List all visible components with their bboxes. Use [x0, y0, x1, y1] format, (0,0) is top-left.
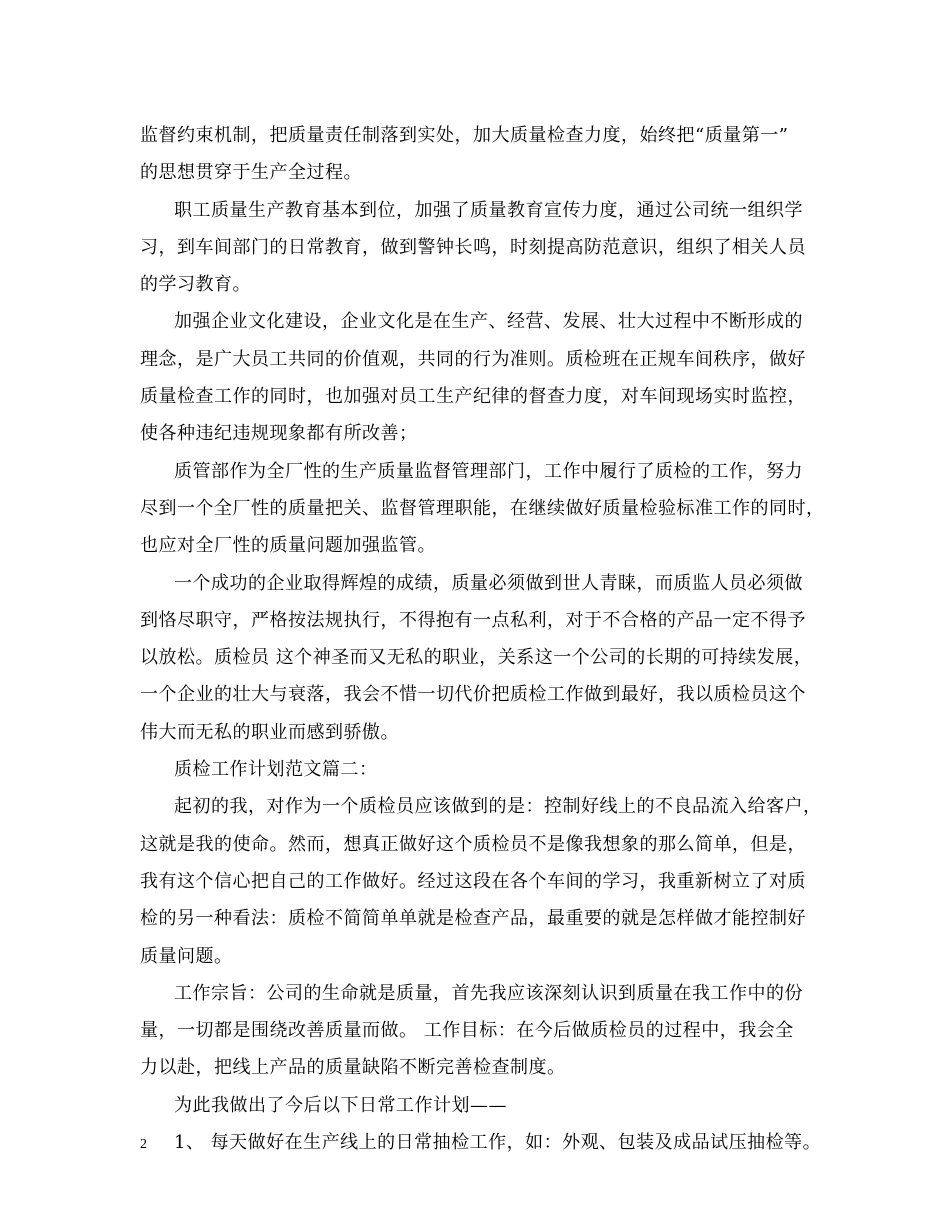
text-line: 也应对全厂性的质量问题加强监管。: [140, 535, 436, 557]
text-line: 质量问题。: [140, 945, 233, 967]
text-line: 加强企业文化建设，企业文化是在生产、经营、发展、壮大过程中不断形成的: [174, 311, 803, 333]
body-text: [140, 117, 825, 1161]
text-line: 一个成功的企业取得辉煌的成绩，质量必须做到世人青睐，而质监人员必须做: [174, 572, 803, 594]
text-line: 的思想贯穿于生产全过程。: [140, 162, 362, 184]
text-line: 的学习教育。: [140, 274, 251, 296]
text-line: 以放松。质检员 这个神圣而又无私的职业，关系这一个公司的长期的可持续发展，: [140, 647, 813, 669]
text-line: 检的另一种看法：质检不简简单单就是检查产品，最重要的就是怎样做才能控制好: [140, 908, 806, 930]
text-line: 质管部作为全厂性的生产质量监督管理部门，工作中履行了质检的工作，努力: [174, 460, 803, 482]
text-line: 监督约束机制，把质量责任制落到实处，加大质量检查力度，始终把“质量第一”: [140, 125, 789, 146]
text-line: 力以赴，把线上产品的质量缺陷不断完善检查制度。: [140, 1057, 566, 1079]
text-line: 质量检查工作的同时，也加强对员工生产纪律的督查力度，对车间现场实时监控，: [140, 386, 806, 408]
text-line: 习，到车间部门的日常教育，做到警钟长鸣，时刻提高防范意识，组织了相关人员: [140, 236, 806, 258]
text-line: 我有这个信心把自己的工作做好。经过这段在各个车间的学习，我重新树立了对质: [140, 870, 806, 892]
text-line: 1、 每天做好在生产线上的日常抽检工作，如：外观、包装及成品试压抽检等。: [174, 1132, 822, 1154]
text-line: 使各种违纪违规现象都有所改善；: [140, 423, 418, 445]
text-line: 一个企业的壮大与衰落，我会不惜一切代价把质检工作做到最好，我以质检员这个: [140, 684, 806, 706]
text-line: 起初的我，对作为一个质检员应该做到的是：控制好线上的不良品流入给客户，: [174, 796, 822, 818]
text-line: 量，一切都是围绕改善质量而做。 工作目标：在今后做质检员的过程中，我会全: [140, 1020, 794, 1042]
page-number: 2: [140, 1137, 147, 1152]
text-line: 到恪尽职守，严格按法规执行，不得抱有一点私利，对于不合格的产品一定不得予: [140, 609, 806, 631]
text-line: 理念，是广大员工共同的价值观，共同的行为准则。质检班在正规车间秩序，做好: [140, 348, 806, 370]
text-line: 工作宗旨：公司的生命就是质量，首先我应该深刻认识到质量在我工作中的份: [174, 982, 803, 1004]
text-line: 质检工作计划范文篇二：: [174, 759, 378, 781]
text-line: 这就是我的使命。然而，想真正做好这个质检员不是像我想象的那么简单，但是，: [140, 833, 806, 855]
text-line: 为此我做出了今后以下日常工作计划——: [174, 1094, 507, 1116]
text-line: 尽到一个全厂性的质量把关、监督管理职能，在继续做好质量检验标准工作的同时，: [140, 497, 825, 519]
text-line: 职工质量生产教育基本到位，加强了质量教育宣传力度，通过公司统一组织学: [174, 199, 803, 221]
text-line: 伟大而无私的职业而感到骄傲。: [140, 721, 399, 743]
